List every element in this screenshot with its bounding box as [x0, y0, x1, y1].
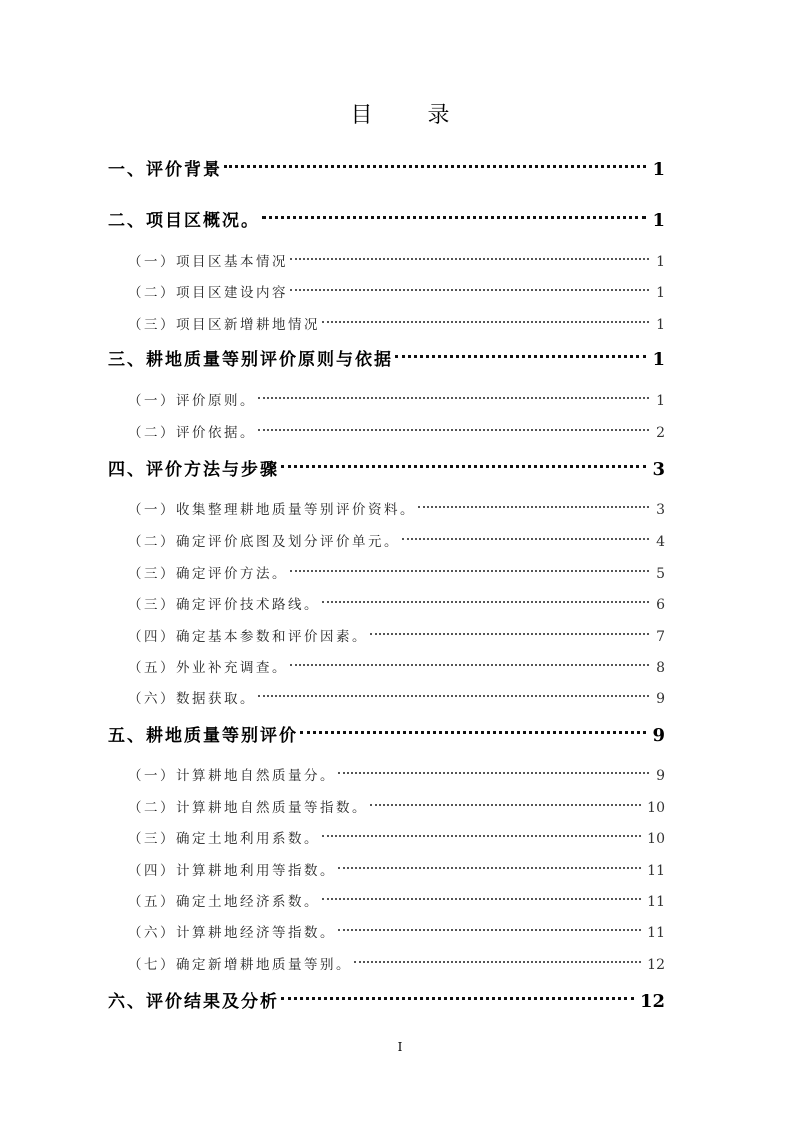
toc-entry-page-number: 1	[656, 317, 665, 333]
dot-leader	[354, 947, 641, 969]
toc-entry-label: （三）确定评价技术路线。	[128, 597, 320, 613]
dot-leader	[402, 524, 649, 546]
toc-entry-page-number: 10	[647, 800, 665, 816]
toc-entry-page-number: 1	[652, 210, 665, 231]
dot-leader	[338, 758, 649, 780]
toc-title: 目 录	[350, 103, 474, 128]
toc-chapter-entry[interactable]	[108, 981, 665, 1012]
toc-entry-page-number: 8	[656, 660, 665, 676]
toc-section-entry[interactable]	[128, 650, 665, 676]
dot-leader	[281, 449, 646, 475]
dot-leader	[418, 492, 649, 514]
toc-chapter-entry[interactable]	[108, 339, 665, 370]
toc-entry-label: （六）数据获取。	[128, 691, 256, 707]
toc-entry-label: 五、耕地质量等别评价	[108, 726, 298, 746]
toc-entry-page-number: 2	[656, 425, 665, 441]
dot-leader	[322, 821, 641, 843]
toc-entry-label: （三）确定评价方法。	[128, 566, 288, 582]
toc-entry-page-number: 3	[656, 502, 665, 518]
page-number-footer: I	[397, 1040, 403, 1054]
toc-entry-page-number: 11	[647, 925, 665, 941]
toc-entry-label: （一）计算耕地自然质量分。	[128, 768, 336, 784]
dot-leader	[290, 650, 649, 672]
toc-chapter-entry[interactable]	[108, 149, 665, 180]
toc-entry-label: 四、评价方法与步骤	[108, 460, 279, 480]
toc-section-entry[interactable]	[128, 524, 665, 550]
toc-entry-label: 二、项目区概况。	[108, 211, 260, 231]
dot-leader	[290, 556, 649, 578]
toc-section-entry[interactable]	[128, 275, 665, 301]
toc-entry-page-number: 9	[656, 768, 665, 784]
toc-entry-label: （二）计算耕地自然质量等指数。	[128, 800, 368, 816]
toc-entry-label: （二）确定评价底图及划分评价单元。	[128, 534, 400, 550]
toc-section-entry[interactable]	[128, 947, 665, 973]
toc-entry-label: （六）计算耕地经济等指数。	[128, 925, 336, 941]
dot-leader	[322, 884, 641, 906]
dot-leader	[370, 619, 649, 641]
toc-entry-label: （三）项目区新增耕地情况	[128, 317, 320, 333]
toc-entry-page-number: 9	[656, 691, 665, 707]
toc-entry-page-number: 6	[656, 597, 665, 613]
toc-section-entry[interactable]	[128, 307, 665, 333]
dot-leader	[224, 149, 646, 175]
toc-entry-page-number: 12	[639, 991, 665, 1012]
toc-section-entry[interactable]	[128, 758, 665, 784]
toc-section-entry[interactable]	[128, 244, 665, 270]
toc-entry-label: （一）项目区基本情况	[128, 254, 288, 270]
toc-section-entry[interactable]	[128, 415, 665, 441]
toc-chapter-entry[interactable]	[108, 715, 665, 746]
toc-section-entry[interactable]	[128, 587, 665, 613]
toc-chapter-entry[interactable]	[108, 200, 665, 231]
toc-entry-page-number: 3	[652, 459, 665, 480]
toc-entry-page-number: 1	[656, 393, 665, 409]
toc-chapter-entry[interactable]	[108, 449, 665, 480]
toc-entry-page-number: 1	[652, 349, 665, 370]
dot-leader	[258, 681, 649, 703]
dot-leader	[300, 715, 646, 741]
toc-entry-label: （四）确定基本参数和评价因素。	[128, 629, 368, 645]
dot-leader	[262, 200, 646, 226]
toc-section-entry[interactable]	[128, 790, 665, 816]
toc-entry-page-number: 9	[652, 725, 665, 746]
dot-leader	[290, 275, 649, 297]
toc-section-entry[interactable]	[128, 556, 665, 582]
toc-section-entry[interactable]	[128, 853, 665, 879]
toc-section-entry[interactable]	[128, 492, 665, 518]
toc-entry-label: （二）项目区建设内容	[128, 285, 288, 301]
toc-entry-label: （四）计算耕地利用等指数。	[128, 863, 336, 879]
toc-section-entry[interactable]	[128, 821, 665, 847]
toc-entry-page-number: 11	[647, 863, 665, 879]
toc-entry-page-number: 5	[656, 566, 665, 582]
toc-entry-label: 三、耕地质量等别评价原则与依据	[108, 350, 393, 370]
toc-entry-label: 一、评价背景	[108, 160, 222, 180]
toc-entry-label: （三）确定土地利用系数。	[128, 831, 320, 847]
dot-leader	[290, 244, 649, 266]
dot-leader	[395, 339, 646, 365]
dot-leader	[322, 307, 649, 329]
dot-leader	[322, 587, 649, 609]
toc-entry-page-number: 12	[647, 957, 665, 973]
toc-entry-page-number: 4	[656, 534, 665, 550]
dot-leader	[258, 383, 649, 405]
toc-entry-label: 六、评价结果及分析	[108, 992, 279, 1012]
toc-entry-page-number: 1	[652, 159, 665, 180]
toc-entry-page-number: 1	[656, 285, 665, 301]
dot-leader	[370, 790, 641, 812]
dot-leader	[258, 415, 649, 437]
dot-leader	[338, 915, 641, 937]
toc-entry-label: （二）评价依据。	[128, 425, 256, 441]
toc-entry-page-number: 10	[647, 831, 665, 847]
dot-leader	[281, 981, 634, 1007]
toc-section-entry[interactable]	[128, 619, 665, 645]
toc-entry-label: （五）确定土地经济系数。	[128, 894, 320, 910]
dot-leader	[338, 853, 641, 875]
toc-section-entry[interactable]	[128, 383, 665, 409]
toc-entry-page-number: 11	[647, 894, 665, 910]
toc-section-entry[interactable]	[128, 915, 665, 941]
toc-section-entry[interactable]	[128, 884, 665, 910]
toc-entry-label: （七）确定新增耕地质量等别。	[128, 957, 352, 973]
toc-entry-label: （一）收集整理耕地质量等别评价资料。	[128, 502, 416, 518]
toc-section-entry[interactable]	[128, 681, 665, 707]
toc-entry-label: （一）评价原则。	[128, 393, 256, 409]
toc-entry-label: （五）外业补充调查。	[128, 660, 288, 676]
toc-entry-page-number: 1	[656, 254, 665, 270]
toc-entry-page-number: 7	[656, 629, 665, 645]
